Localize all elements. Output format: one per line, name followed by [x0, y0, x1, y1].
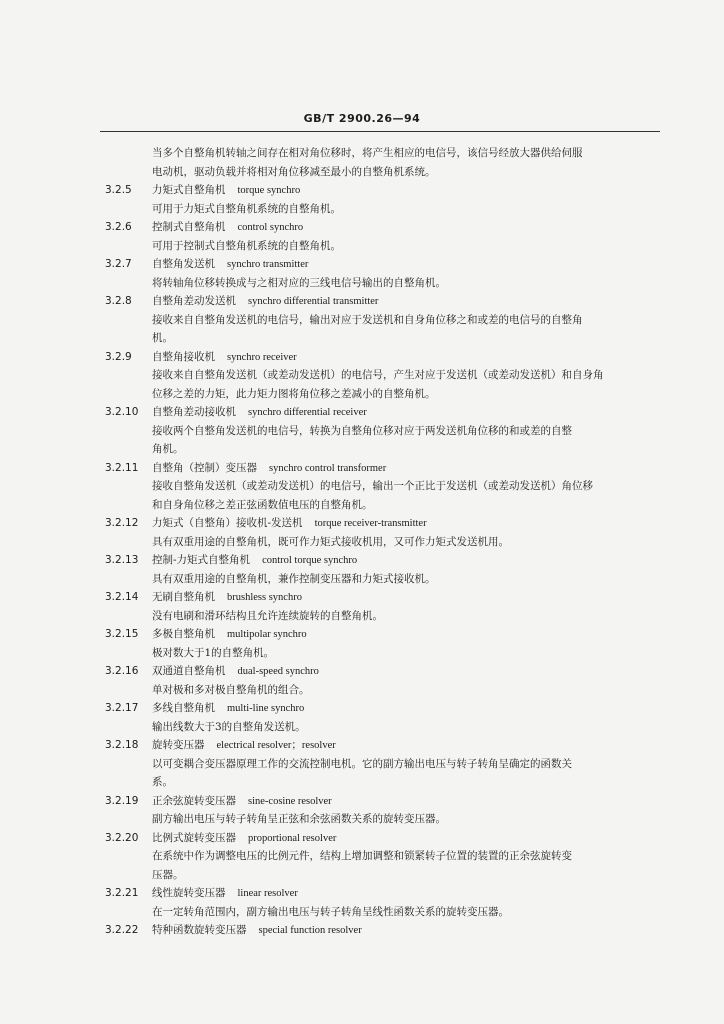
- clause-number: 3.2.12: [105, 517, 139, 529]
- term-chinese: 旋转变压器 electrical resolver；resolver: [152, 739, 336, 751]
- definition-text: 以可变耦合变压器原理工作的交流控制电机。它的副方输出电压与转子转角呈确定的函数关: [152, 757, 572, 770]
- definition-text: 角机。: [152, 443, 184, 455]
- term-english: synchro transmitter: [227, 259, 309, 270]
- definition-text: 接收两个自整角发送机的电信号，转换为自整角位移对应于两发送机角位移的和或差的自整: [152, 424, 572, 437]
- term-chinese: 正余弦旋转变压器 sine-cosine resolver: [152, 794, 332, 807]
- term-chinese: 无刷自整角机 brushless synchro: [152, 591, 302, 603]
- definition-text: 压器。: [152, 868, 184, 881]
- definition-line: [0, 810, 724, 829]
- term-english: synchro differential transmitter: [248, 296, 379, 307]
- page-header: GB/T 2900.26—94: [303, 112, 421, 125]
- term-chinese: 自整角差动接收机 synchro differential receiver: [152, 406, 367, 418]
- term-english: torque receiver-transmitter: [314, 518, 427, 529]
- clause-number: 3.2.17: [105, 702, 139, 714]
- definition-text: 具有双重用途的自整角机，既可作力矩式接收机用，又可作力矩式发送机用。: [152, 535, 509, 548]
- term-line: [0, 348, 724, 367]
- term-chinese: 自整角接收机 synchro receiver: [152, 350, 297, 363]
- definition-line: [0, 607, 724, 626]
- term-english: control synchro: [237, 222, 304, 233]
- definition-text: 机。: [152, 332, 173, 344]
- document-body: [0, 144, 724, 940]
- term-line: [0, 792, 724, 811]
- term-line: [0, 181, 724, 200]
- clause-number: 3.2.11: [105, 461, 139, 474]
- definition-line: [0, 496, 724, 515]
- term-chinese: 自整角差动发送机 synchro differential transmitter: [152, 295, 379, 307]
- clause-number: 3.2.5: [105, 184, 132, 196]
- definition-text: 电动机，驱动负载并将相对角位移减至最小的自整角机系统。: [152, 165, 436, 178]
- definition-text: 极对数大于1的自整角机。: [152, 646, 275, 659]
- term-english: multipolar synchro: [227, 629, 307, 640]
- definition-text: 接收来自自整角发送机（或差动发送机）的电信号，产生对应于发送机（或差动发送机）和自身角: [152, 369, 604, 381]
- term-line: [0, 662, 724, 681]
- term-chinese: 特种函数旋转变压器 special function resolver: [152, 924, 362, 936]
- definition-line: [0, 440, 724, 459]
- definition-text: 将转轴角位移转换成与之相对应的三线电信号输出的自整角机。: [152, 276, 446, 289]
- term-line: [0, 736, 724, 755]
- term-chinese: 控制式自整角机 control synchro: [152, 221, 304, 233]
- clause-number: 3.2.22: [105, 924, 139, 936]
- definition-line: [0, 200, 724, 219]
- term-chinese: 自整角发送机 synchro transmitter: [152, 258, 309, 270]
- term-english: sine-cosine resolver: [248, 795, 332, 807]
- header-rule: [100, 131, 660, 132]
- definition-line: [0, 570, 724, 589]
- definition-text: 系。: [152, 776, 173, 788]
- clause-number: 3.2.7: [105, 258, 132, 270]
- definition-text: 接收自整角发送机（或差动发送机）的电信号，输出一个正比于发送机（或差动发送机）角位移: [152, 480, 593, 492]
- definition-line: [0, 866, 724, 885]
- term-line: [0, 459, 724, 478]
- term-english: multi-line synchro: [227, 703, 305, 714]
- clause-number: 3.2.10: [105, 406, 139, 418]
- clause-number: 3.2.6: [105, 221, 132, 233]
- term-chinese: 自整角（控制）变压器 synchro control transformer: [152, 461, 387, 474]
- definition-line: [0, 847, 724, 866]
- definition-text: 没有电刷和滑环结构且允许连续旋转的自整角机。: [152, 609, 383, 622]
- term-english: torque synchro: [237, 185, 301, 196]
- definition-text: 输出线数大于3的自整角发送机。: [152, 720, 306, 733]
- definition-line: [0, 773, 724, 792]
- term-line: [0, 625, 724, 644]
- term-english: proportional resolver: [248, 832, 337, 844]
- clause-number: 3.2.21: [105, 887, 139, 899]
- clause-number: 3.2.8: [105, 295, 132, 307]
- term-line: [0, 699, 724, 718]
- definition-line: [0, 274, 724, 293]
- definition-text: 在系统中作为调整电压的比例元件，结构上增加调整和锁紧转子位置的装置的正余弦旋转变: [152, 850, 572, 862]
- term-line: [0, 292, 724, 311]
- clause-number: 3.2.19: [105, 794, 139, 807]
- clause-number: 3.2.20: [105, 831, 139, 844]
- definition-line: [0, 755, 724, 774]
- definition-line: [0, 681, 724, 700]
- intro-line: [0, 144, 724, 163]
- definition-line: [0, 311, 724, 330]
- term-chinese: 力矩式自整角机 torque synchro: [152, 184, 301, 196]
- definition-line: [0, 903, 724, 922]
- clause-number: 3.2.18: [105, 739, 139, 751]
- clause-number: 3.2.15: [105, 628, 139, 640]
- definition-line: [0, 718, 724, 737]
- definition-text: 位移之差的力矩，此力矩力图将角位移之差减小的自整角机。: [152, 387, 436, 400]
- term-chinese: 双通道自整角机 dual-speed synchro: [152, 665, 319, 677]
- term-english: control torque synchro: [262, 555, 358, 566]
- definition-line: [0, 477, 724, 496]
- definition-line: [0, 533, 724, 552]
- definition-text: 副方输出电压与转子转角呈正弦和余弦函数关系的旋转变压器。: [152, 813, 446, 825]
- intro-line: [0, 163, 724, 182]
- definition-line: [0, 366, 724, 385]
- definition-line: [0, 237, 724, 256]
- term-line: [0, 218, 724, 237]
- term-line: [0, 588, 724, 607]
- term-english: synchro receiver: [227, 351, 297, 363]
- term-line: [0, 255, 724, 274]
- term-line: [0, 921, 724, 940]
- term-line: [0, 514, 724, 533]
- term-english: dual-speed synchro: [237, 666, 319, 677]
- definition-text: 单对极和多对极自整角机的组合。: [152, 683, 310, 696]
- clause-number: 3.2.14: [105, 591, 139, 603]
- definition-text: 在一定转角范围内，副方输出电压与转子转角呈线性函数关系的旋转变压器。: [152, 905, 509, 918]
- term-line: [0, 829, 724, 848]
- definition-line: [0, 422, 724, 441]
- term-chinese: 比例式旋转变压器 proportional resolver: [152, 831, 337, 844]
- term-line: [0, 884, 724, 903]
- term-chinese: 控制-力矩式自整角机 control torque synchro: [152, 554, 358, 566]
- definition-line: [0, 644, 724, 663]
- term-english: electrical resolver；resolver: [216, 740, 336, 751]
- definition-text: 可用于控制式自整角机系统的自整角机。: [152, 239, 341, 252]
- clause-number: 3.2.13: [105, 554, 139, 566]
- term-line: [0, 403, 724, 422]
- definition-text: 和自身角位移之差正弦函数值电压的自整角机。: [152, 498, 373, 511]
- clause-number: 3.2.9: [105, 350, 132, 363]
- term-chinese: 线性旋转变压器 linear resolver: [152, 887, 298, 899]
- term-line: [0, 551, 724, 570]
- definition-text: 可用于力矩式自整角机系统的自整角机。: [152, 202, 341, 215]
- definition-line: [0, 385, 724, 404]
- term-english: special function resolver: [258, 925, 362, 936]
- term-chinese: 力矩式（自整角）接收机-发送机 torque receiver-transmitter: [152, 517, 427, 529]
- definition-text: 接收来自自整角发送机的电信号，输出对应于发送机和自身角位移之和或差的电信号的自整角: [152, 313, 583, 326]
- term-english: linear resolver: [237, 888, 298, 899]
- term-chinese: 多线自整角机 multi-line synchro: [152, 702, 305, 714]
- clause-number: 3.2.16: [105, 665, 139, 677]
- term-english: synchro differential receiver: [248, 407, 367, 418]
- definition-text: 具有双重用途的自整角机，兼作控制变压器和力矩式接收机。: [152, 572, 436, 585]
- definition-line: [0, 329, 724, 348]
- definition-text: 当多个自整角机转轴之间存在相对角位移时，将产生相应的电信号，该信号经放大器供给伺服: [152, 147, 583, 159]
- term-english: brushless synchro: [227, 592, 302, 603]
- term-english: synchro control transformer: [269, 462, 387, 474]
- term-chinese: 多极自整角机 multipolar synchro: [152, 628, 307, 640]
